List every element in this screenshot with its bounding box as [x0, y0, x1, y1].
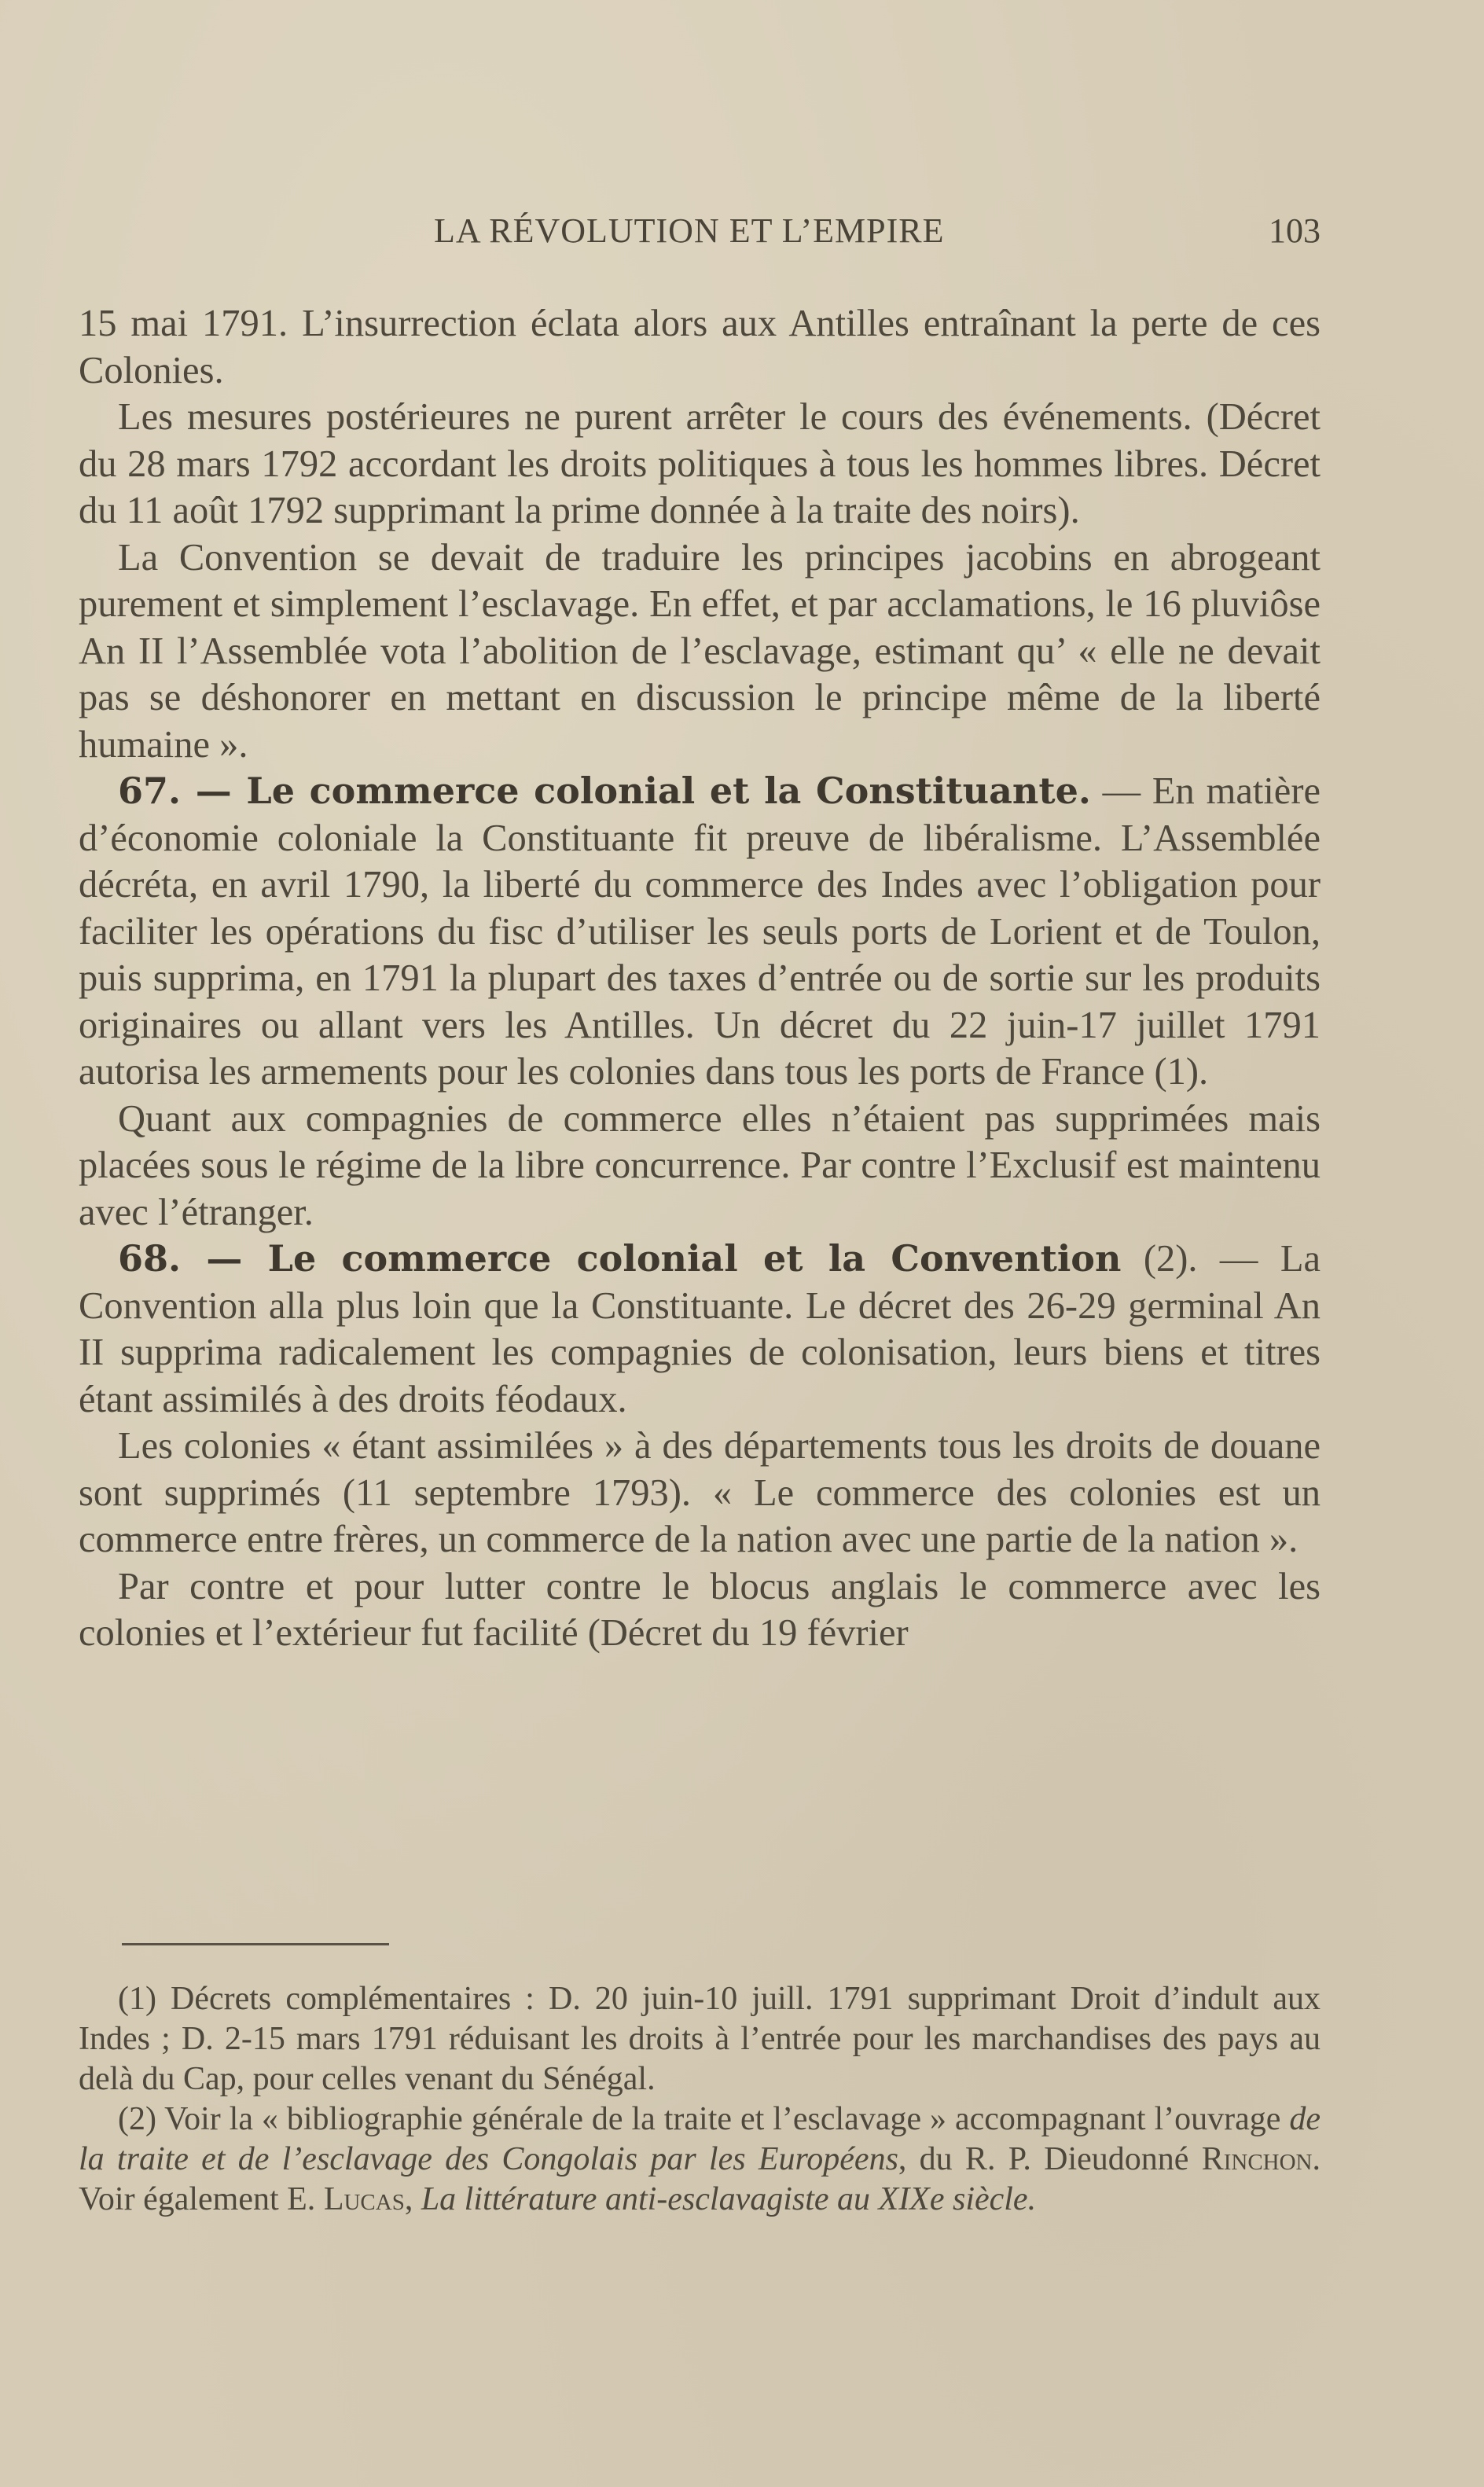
paragraph: Par contre et pour lutter contre le blocus anglais le commerce avec les colonies et l’extérieur fut facilité (Décret du 19 février [79, 1565, 1321, 1654]
section-67 [79, 768, 1321, 1096]
section-heading: 67. — Le commerce colonial et la Constituante. [118, 770, 1091, 812]
footnote-1: (1) Décrets complémentaires : D. 20 juin-10 juill. 1791 supprimant Droit d’indult aux Indes ; D. 2-15 mars 1791 réduisant les droits à l’entrée pour les marchandises des pays au delà du Cap, pour celles venant du Sénégal. [79, 1981, 1321, 2097]
paragraph: Les colonies « étant assimilées » à des départements tous les droits de douane sont supprimés (11 septembre 1793). « Le commerce des colonies est un commerce entre frères, un commerce de la nation avec une partie de la nation ». [79, 1425, 1321, 1560]
footnote-text: , [404, 2181, 421, 2217]
footnote-text: . Voir également E. [79, 2141, 1321, 2217]
paragraph: 15 mai 1791. L’insurrection éclata alors aux Antilles entraînant la perte de ces Colonies. [79, 303, 1321, 391]
page-number: 103 [1269, 211, 1321, 250]
footnote-text: (2) Voir la « bibliographie générale de la traite et l’esclavage » accompagnant l’ouvrage [118, 2101, 1290, 2137]
paragraph: La Convention se devait de traduire les principes jacobins en abrogeant purement et simplement l’esclavage. En effet, et par acclamations, le 16 pluviôse An II l’Assemblée vota l’abolition de l’esclavage, estimant qu’ « elle ne devait pas se déshonorer en mettant en discussion le principe même de la liberté humaine ». [79, 536, 1321, 766]
footnote-2 [79, 2099, 1321, 2220]
book-title: La littérature anti-esclavagiste au XIXe siècle. [421, 2181, 1037, 2217]
paragraph: Les mesures postérieures ne purent arrêter le cours des événements. (Décret du 28 mars 1792 accordant les droits politiques à tous les hommes libres. Décret du 11 août 1792 supprimant la prime donnée à la traite des noirs). [79, 396, 1321, 531]
footnotes [79, 1979, 1321, 2220]
running-head: LA RÉVOLUTION ET L’EMPIRE [434, 211, 945, 250]
main-text [79, 300, 1321, 1657]
section-text: — En matière d’économie coloniale la Constituante fit preuve de libéralisme. L’Assemblée décréta, en avril 1790, la liberté du commerce des Indes avec l’obligation pour faciliter les opérations du fisc d’utiliser les seuls ports de Lorient et de Toulon, puis supprima, en 1791 la plupart des taxes d’entrée ou de sortie sur les produits originaires ou allant vers les Antilles. Un décret du 22 juin-17 juillet 1791 autorisa les armements pour les colonies dans tous les ports de France (1). [79, 770, 1321, 1093]
author-name: Lucas [323, 2181, 405, 2217]
section-68 [79, 1236, 1321, 1423]
paragraph: Quant aux compagnies de commerce elles n’étaient pas supprimées mais placées sous le régime de la libre concurrence. Par contre l’Exclusif est maintenu avec l’étranger. [79, 1097, 1321, 1233]
book-title: de la traite et de l’esclavage des Congolais par les Européens [79, 2101, 1321, 2177]
footnote-text: , du R. P. Dieudonné [898, 2141, 1202, 2177]
section-text: (2). — La Convention alla plus loin que la Constituante. Le décret des 26-29 germinal An II supprima radicalement les compagnies de colonisation, leurs biens et titres étant assimilés à des droits féodaux. [79, 1238, 1321, 1420]
author-name: Rinchon [1201, 2141, 1313, 2177]
section-heading: 68. — Le commerce colonial et la Convention [118, 1237, 1122, 1280]
footnote-rule [122, 1943, 389, 1945]
page-header [79, 211, 1321, 258]
